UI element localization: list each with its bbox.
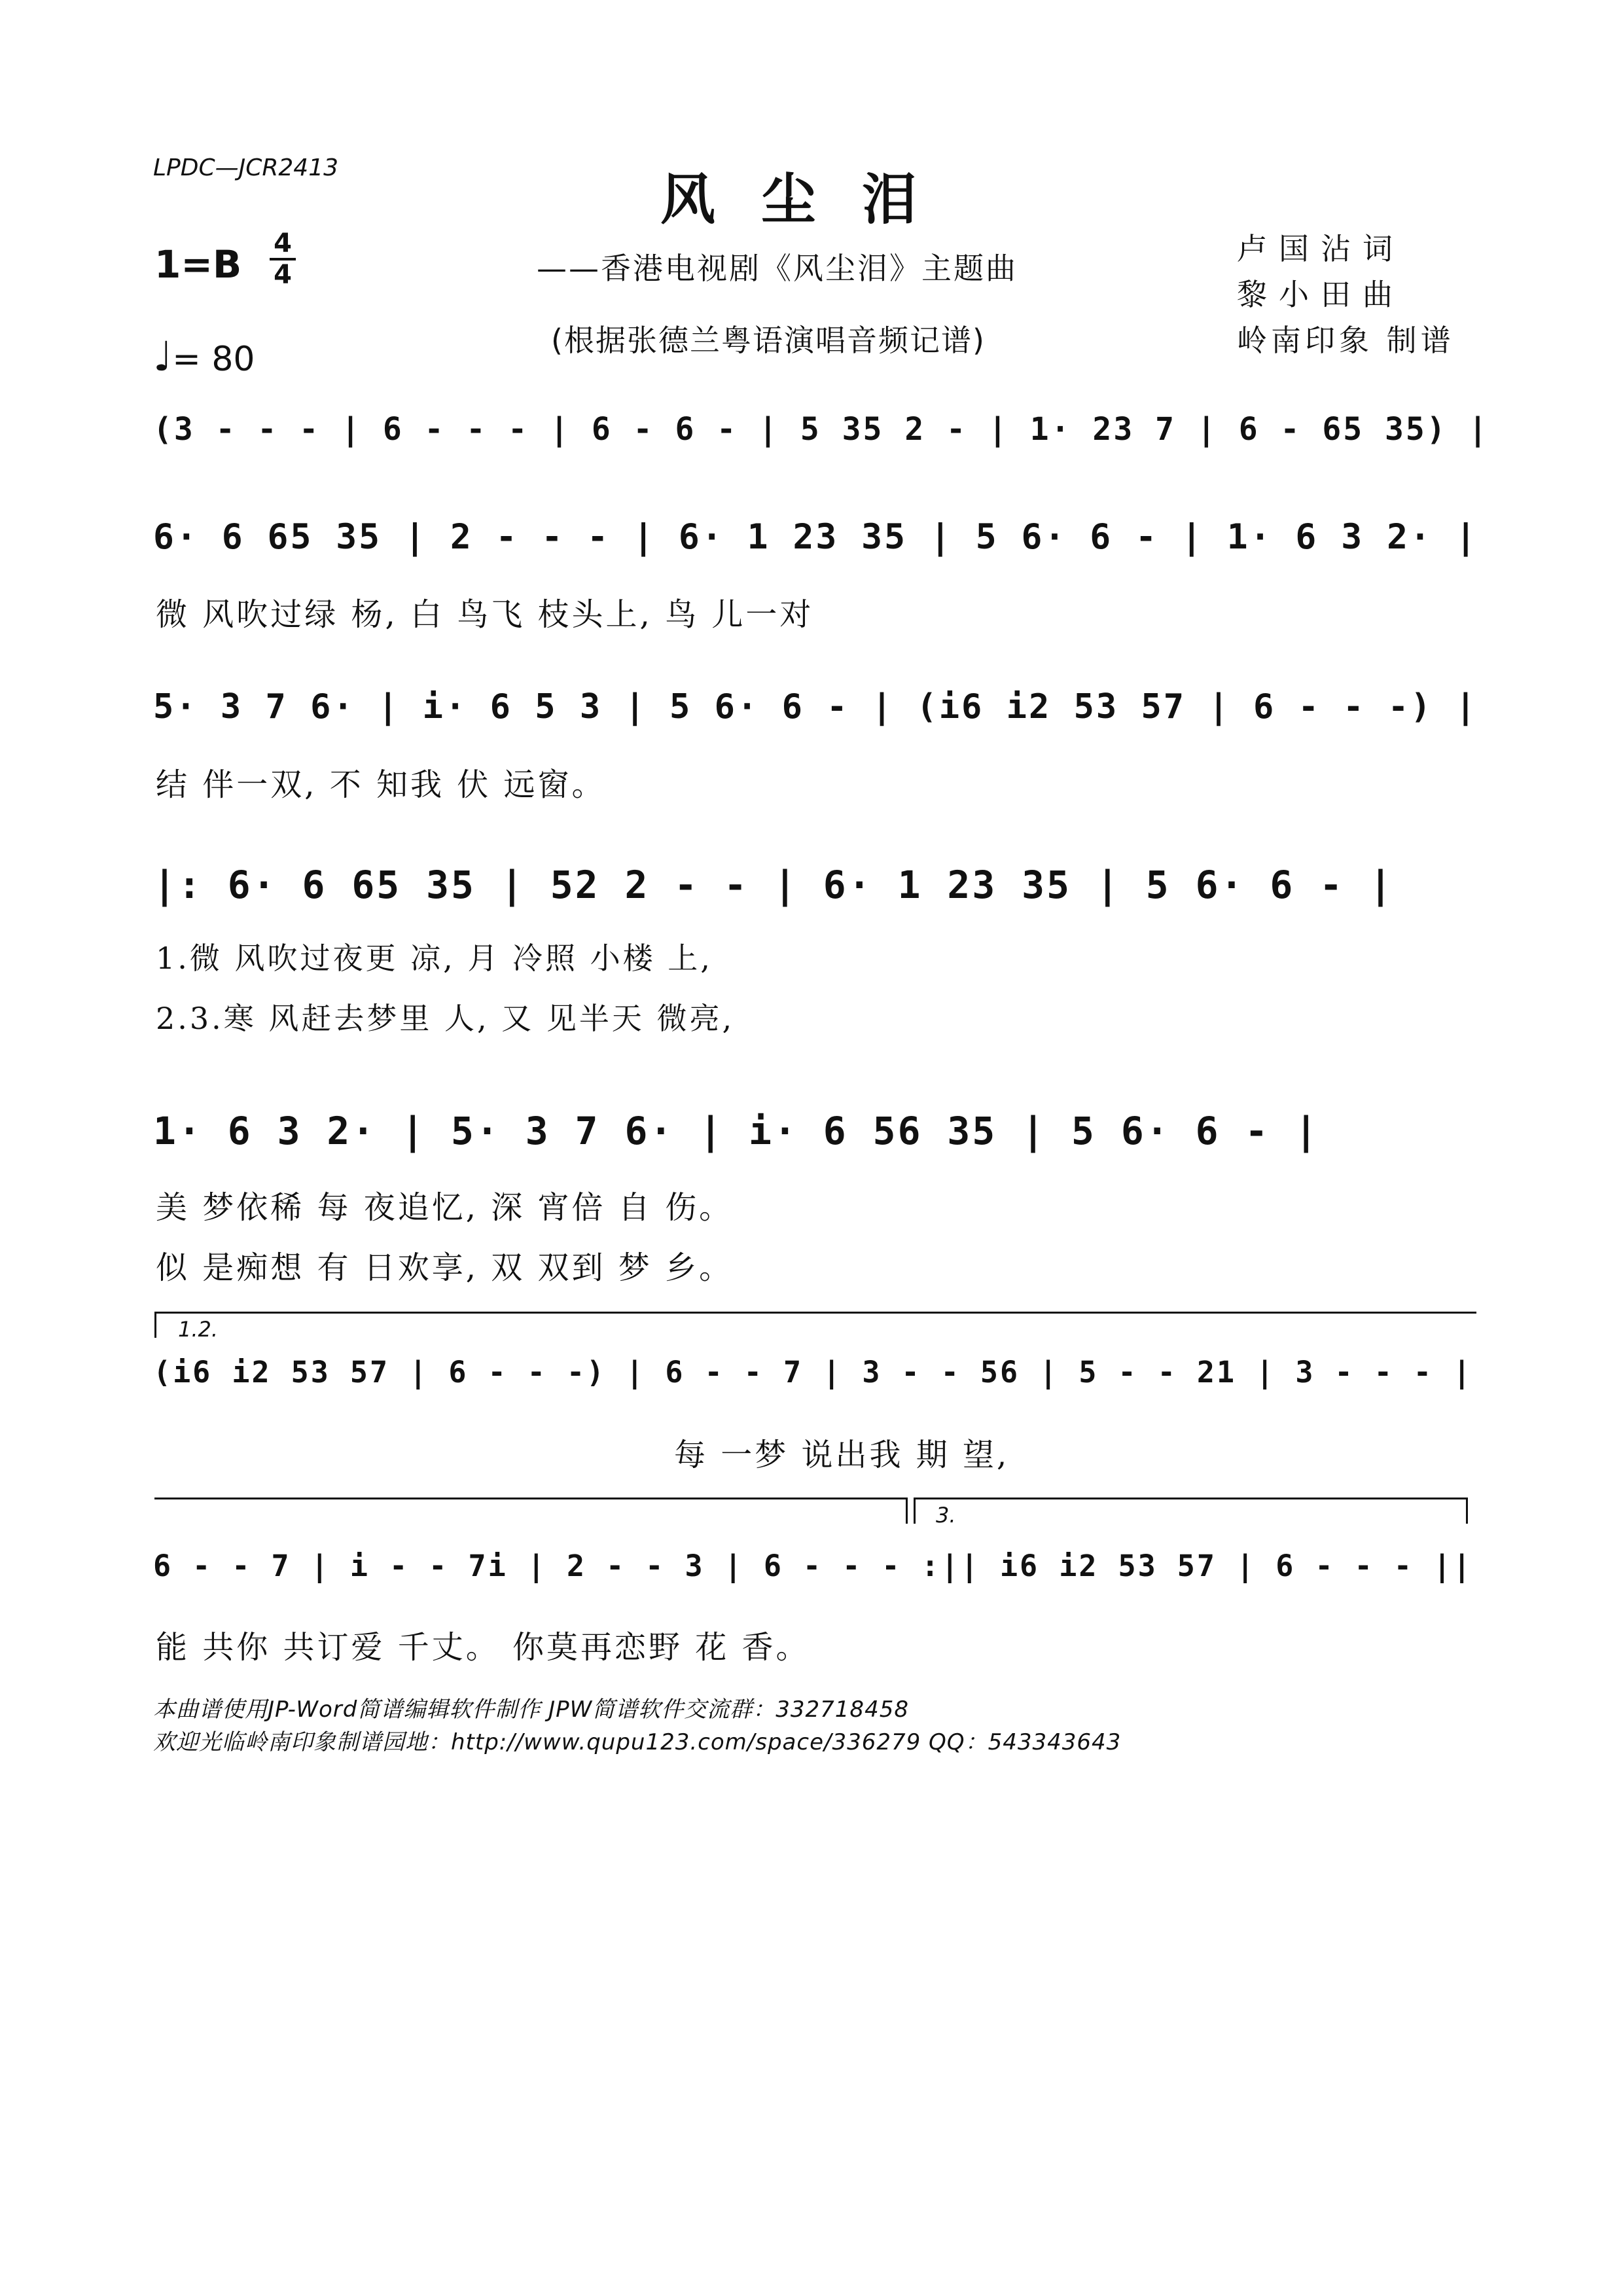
volta-bracket-line — [154, 1312, 1476, 1314]
volta-bracket-edge — [154, 1312, 156, 1338]
volta-3-bracket-left — [914, 1498, 916, 1524]
lyric-line-7: 能 共你 共订爱 千丈。 你莫再恋野 花 香。 — [156, 1629, 810, 1666]
time-signature — [270, 230, 296, 288]
transcription-note: (根据张德兰粤语演唱音频记谱) — [551, 323, 986, 358]
lyric-line-5b: 似 是痴想 有 日欢享, 双 双到 梦 乡。 — [156, 1249, 734, 1286]
meter-bottom: 4 — [274, 260, 292, 290]
song-subtitle: ——香港电视剧《风尘泪》主题曲 — [537, 251, 1018, 286]
volta-3-bracket-line — [914, 1498, 1466, 1499]
footer-line-2: 欢迎光临岭南印象制谱园地：http://www.qupu123.com/space/336279 QQ：543343643 — [153, 1729, 1122, 1755]
lyric-line-5a: 美 梦依稀 每 夜追忆, 深 宵倍 自 伤。 — [156, 1189, 734, 1226]
footer-line-1: 本曲谱使用JP-Word简谱编辑软件制作 JPW简谱软件交流群：332718458 — [153, 1696, 909, 1723]
notation-line-7: 6 - - 7 | i - - 7i | 2 - - 3 | 6 - - - :|| i6 i2 53 57 | 6 - - - || — [153, 1549, 1473, 1583]
tempo-value: = 80 — [172, 340, 255, 379]
notation-line-2: 6· 6 65 35 | 2 - - - | 6· 1 23 35 | 5 6· 6 - | 1· 6 3 2· | — [153, 517, 1478, 557]
lyric-line-4b: 2.3.寒 风赶去梦里 人, 又 见半天 微亮, — [156, 1001, 735, 1036]
lyric-line-4a: 1.微 风吹过夜更 凉, 月 冷照 小楼 上, — [156, 941, 713, 976]
quarter-note-icon: ♩ — [153, 332, 173, 380]
notation-line-1: (3 - - - | 6 - - - | 6 - 6 - | 5 35 2 - | 1· 23 7 | 6 - 65 35) | — [153, 411, 1489, 448]
ending-bracket-edge — [906, 1498, 908, 1524]
transcriber-credit: 岭南印象 制谱 — [1237, 323, 1455, 358]
notation-line-3: 5· 3 7 6· | i· 6 5 3 | 5 6· 6 - | (i6 i2 53 57 | 6 - - -) | — [153, 687, 1478, 726]
key-signature: 1=B — [154, 242, 242, 287]
meter-top: 4 — [274, 228, 292, 259]
volta-label-1-2: 1.2. — [178, 1317, 219, 1342]
composer-credit: 黎小田曲 — [1237, 277, 1404, 312]
volta-3-bracket-right — [1466, 1498, 1468, 1524]
notation-line-4: |: 6· 6 65 35 | 52 2 - - | 6· 1 23 35 | 5 6· 6 - | — [153, 863, 1394, 907]
volta-label-3: 3. — [936, 1503, 956, 1528]
notation-line-6: (i6 i2 53 57 | 6 - - -) | 6 - - 7 | 3 - - 56 | 5 - - 21 | 3 - - - | — [153, 1355, 1473, 1390]
lyricist-credit: 卢国沾词 — [1237, 231, 1404, 266]
notation-line-5: 1· 6 3 2· | 5· 3 7 6· | i· 6 56 35 | 5 6· 6 - | — [153, 1109, 1320, 1153]
tempo-marking — [153, 332, 255, 380]
lyric-line-2: 微 风吹过绿 杨, 白 鸟飞 枝头上, 鸟 儿一对 — [156, 596, 814, 633]
lyric-line-6: 每 一梦 说出我 期 望, — [674, 1437, 1010, 1473]
score-code: LPDC—JCR2413 — [153, 154, 339, 181]
song-title: 风尘泪 — [660, 167, 963, 232]
ending-bracket-line — [154, 1498, 906, 1499]
lyric-line-3: 结 伴一双, 不 知我 伏 远窗。 — [156, 766, 606, 803]
